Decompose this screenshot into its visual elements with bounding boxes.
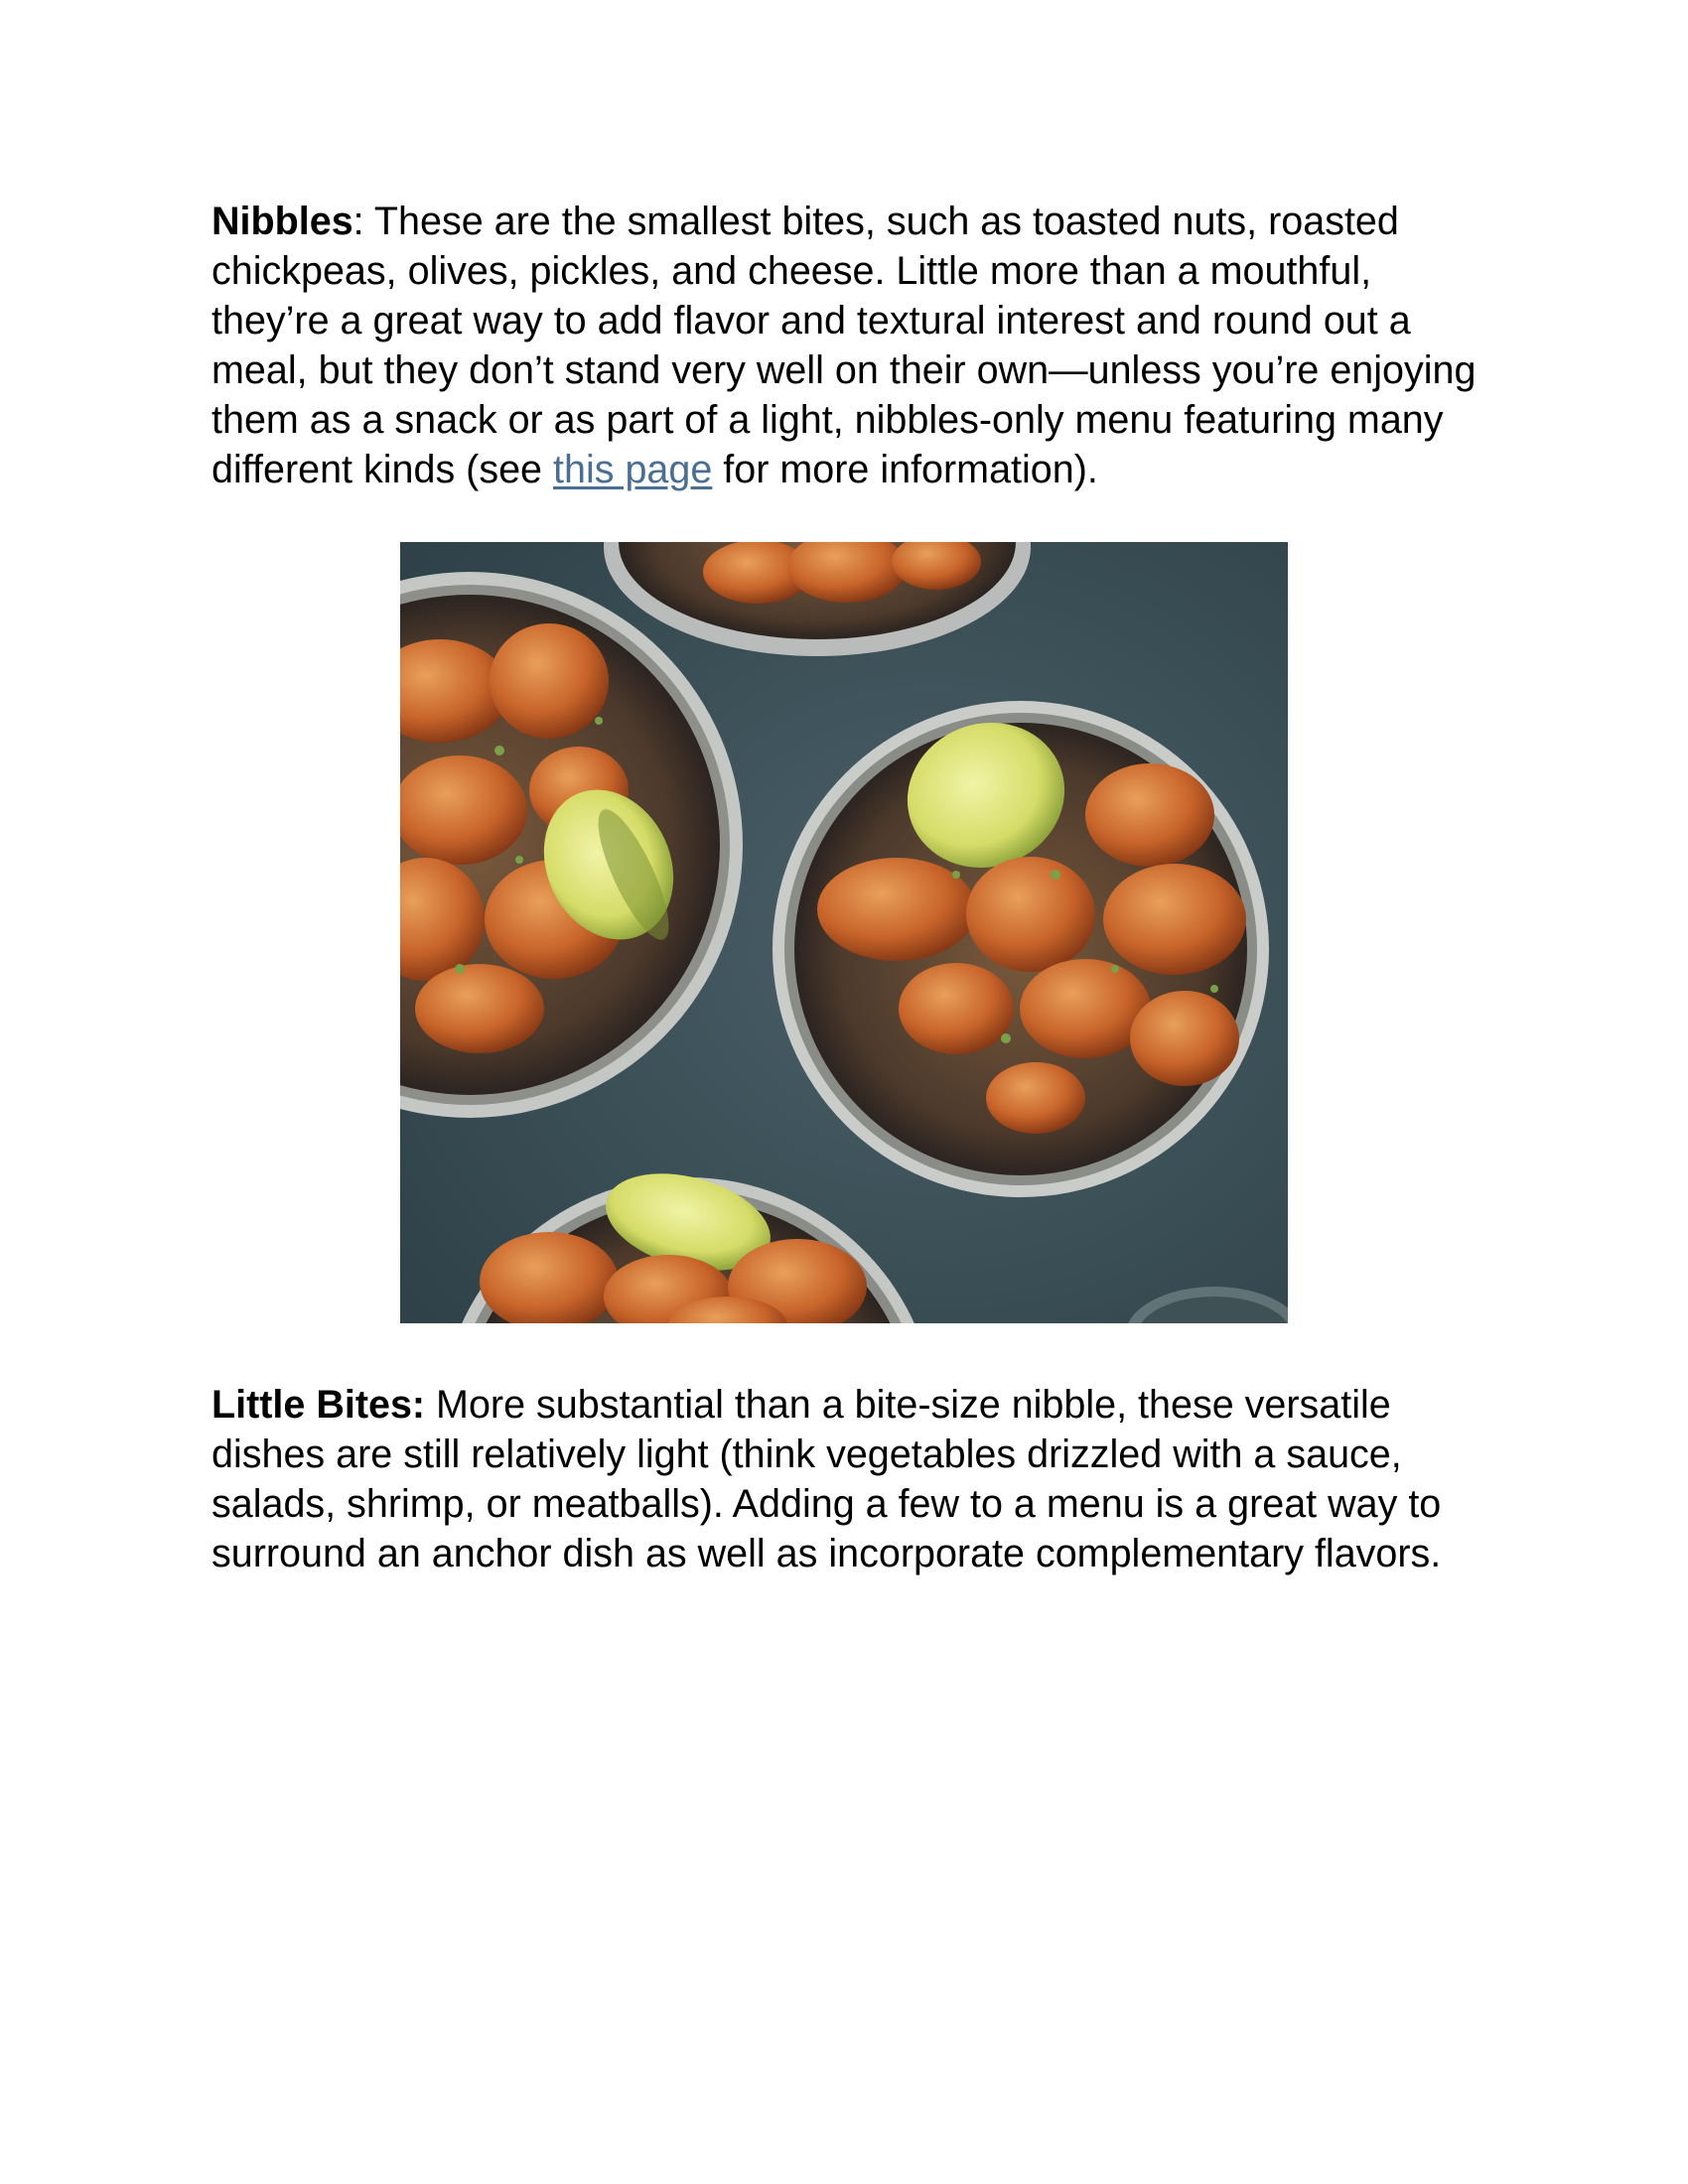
nibbles-term: Nibbles bbox=[211, 200, 353, 243]
bowl-center bbox=[773, 701, 1269, 1197]
this-page-link[interactable]: this page bbox=[553, 448, 713, 491]
little-bites-text: More substantial than a bite-size nibble, these versatile dishes are still relatively light (think vegetables drizzled with a sauce, salads, shrimp, or meatballs). Adding a few to a menu is a great way to surround an anchor dish as well as incorporate complementary flavors. bbox=[211, 1383, 1442, 1575]
little-bites-term: Little Bites: bbox=[211, 1383, 426, 1427]
nibbles-paragraph bbox=[211, 197, 1492, 494]
nibbles-text-end: for more information). bbox=[712, 448, 1098, 491]
nibbles-text: These are the smallest bites, such as toasted nuts, roasted chickpeas, olives, pickles, and cheese. Little more than a mouthful, they’re a great way to add flavor and textural interest and round out a meal, but they don’t stand very well on their own—unless you’re enjoying them as a snack or as part of a light, nibbles-only menu featuring many different kinds (see bbox=[211, 200, 1477, 491]
fried-food-bowls-photo bbox=[400, 542, 1288, 1323]
nibbles-term-colon: : bbox=[352, 200, 364, 243]
little-bites-paragraph bbox=[211, 1380, 1492, 1578]
